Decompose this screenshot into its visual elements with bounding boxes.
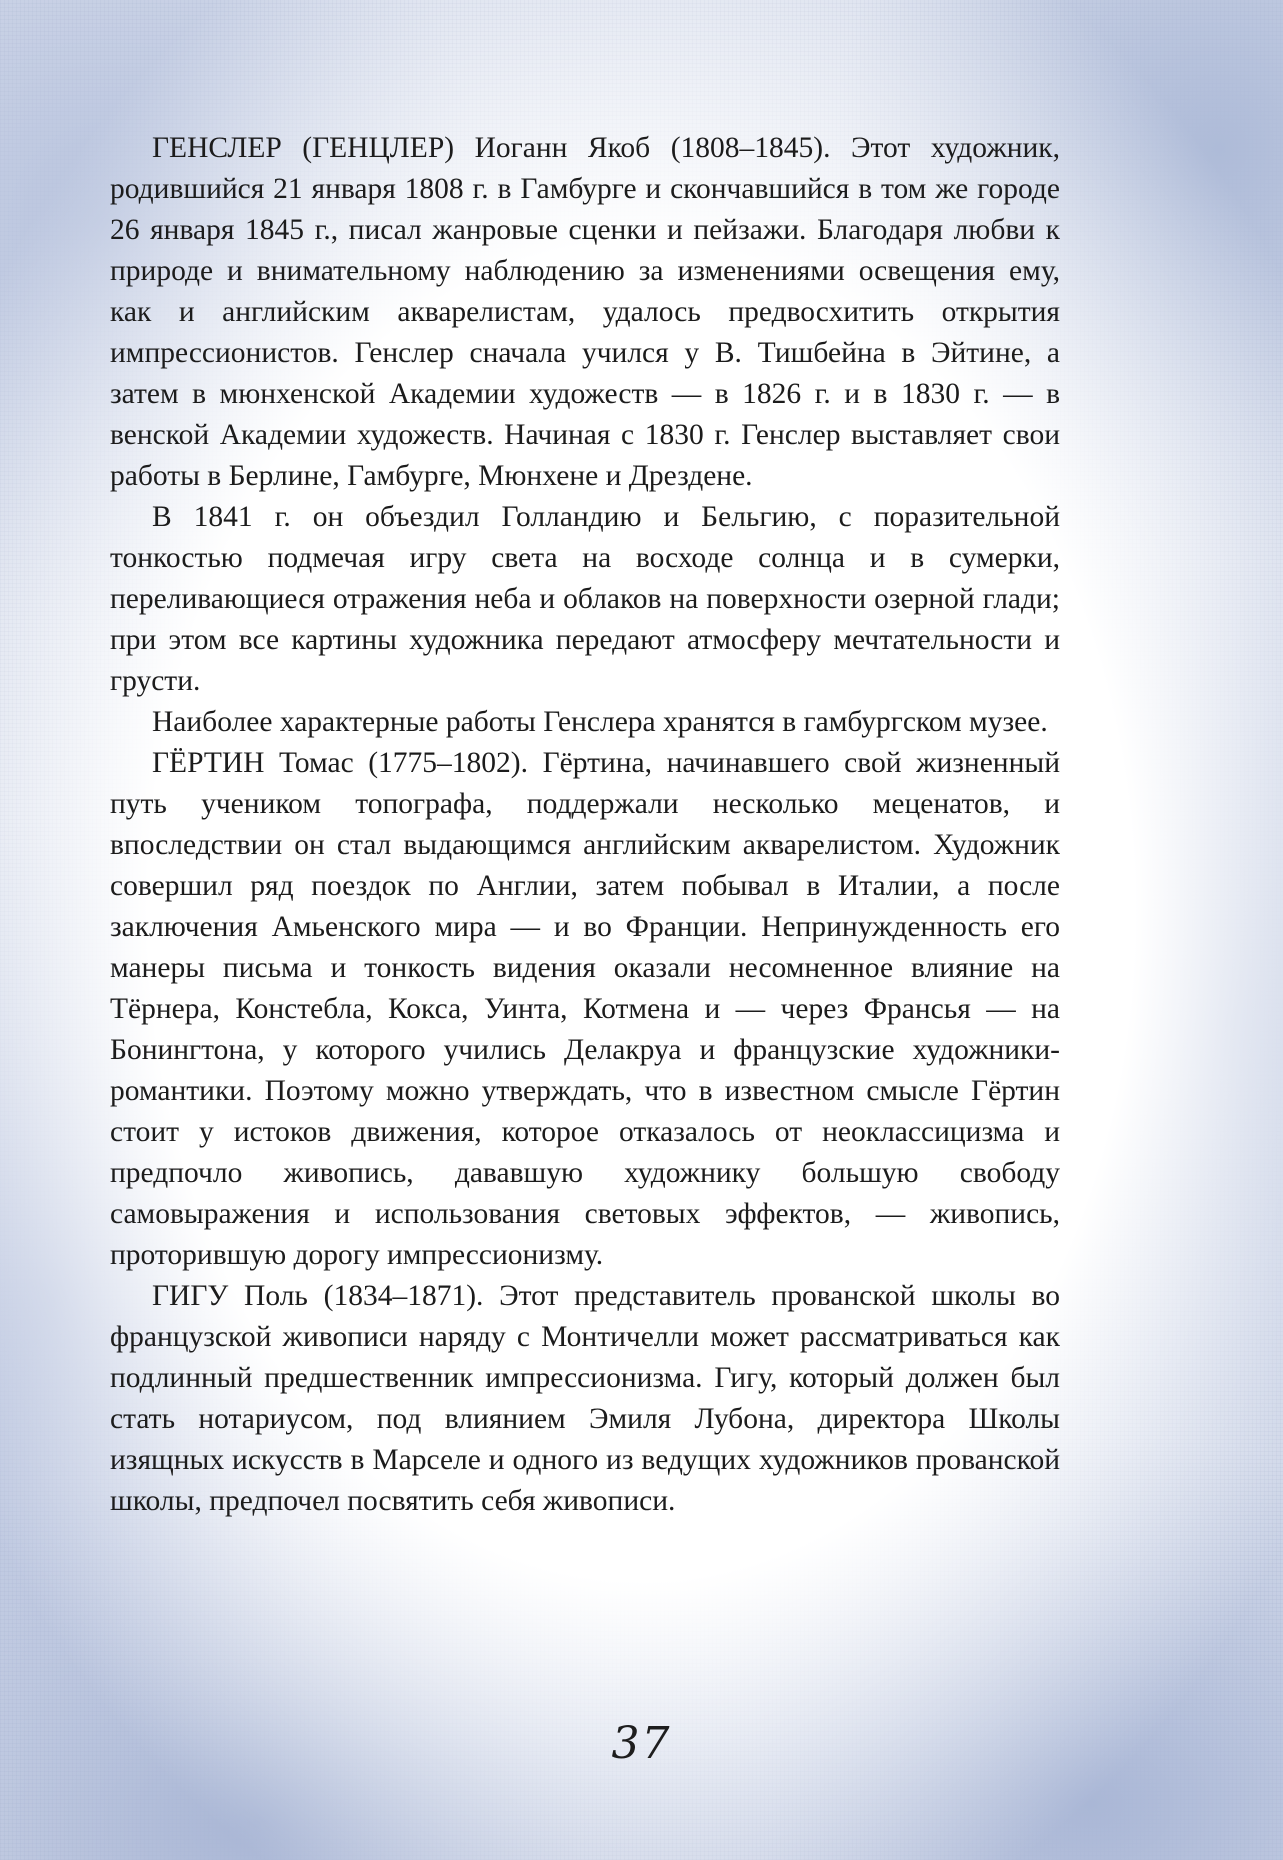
paragraph-guigou: ГИГУ Поль (1834–1871). Этот представитель прованской школы во французской живописи наряду с Монтичелли может рассматриваться как подлинный предшественник импрессионизма. Гигу, который должен был стать нотариусом, под влиянием Эмиля Лубона, директора Школы изящных искусств в Марселе и одного из ведущих художников прованской школы, предпочел посвятить себя живописи. [110, 1280, 1060, 1517]
page-number: 37 [611, 1718, 672, 1769]
paragraph-girtin: ГЁРТИН Томас (1775–1802). Гёртина, начинавшего свой жизненный путь учеником топографа, поддержали несколько меценатов, и впоследствии он стал выдающимся английским акварелистом. Художник совершил ряд поездок по Англии, затем побывал в Италии, а после заключения Амьенского мира — и во Франции. Непринужденность его манеры письма и тонкость видения оказали несомненное влияние на Тёрнера, Констебла, Кокса, Уинта, Котмена и — через Франсья — на Бонингтона, у которого учились Делакруа и французские художники-романтики. Поэтому можно утверждать, что в известном смысле Гёртин стоит у истоков движения, которое отказалось от неоклассицизма и предпочло живопись, дававшую художнику большую свободу самовыражения и использования световых эффектов, — живопись, проторившую дорогу импрессионизму. [110, 747, 1060, 1271]
paragraph-gensler: ГЕНСЛЕР (ГЕНЦЛЕР) Иоганн Якоб (1808–1845). Этот художник, родившийся 21 января 1808 г. в Гамбурге и скончавшийся в том же городе 26 января 1845 г., писал жанровые сценки и пейзажи. Благодаря любви к природе и внимательному наблюдению за изменениями освещения ему, как и английским акварелистам, удалось предвосхитить открытия импрессионистов. Генслер сначала учился у В. Тишбейна в Эйтине, а затем в мюнхенской Академии художеств — в 1826 г. и в 1830 г. — в венской Академии художеств. Начиная с 1830 г. Генслер выставляет свои работы в Берлине, Гамбурге, Мюнхене и Дрездене. [110, 132, 1060, 492]
paragraph-gensler-travels: В 1841 г. он объездил Голландию и Бельгию, с поразительной тонкостью подмечая игру света на восходе солнца и в сумерки, переливающиеся отражения неба и облаков на поверхности озерной глади; при этом все картины художника передают атмосферу мечтательности и грусти. [110, 501, 1060, 697]
article-text [110, 128, 1060, 1522]
paragraph-gensler-museum: Наиболее характерные работы Генслера хранятся в гамбургском музее. [152, 706, 1048, 738]
